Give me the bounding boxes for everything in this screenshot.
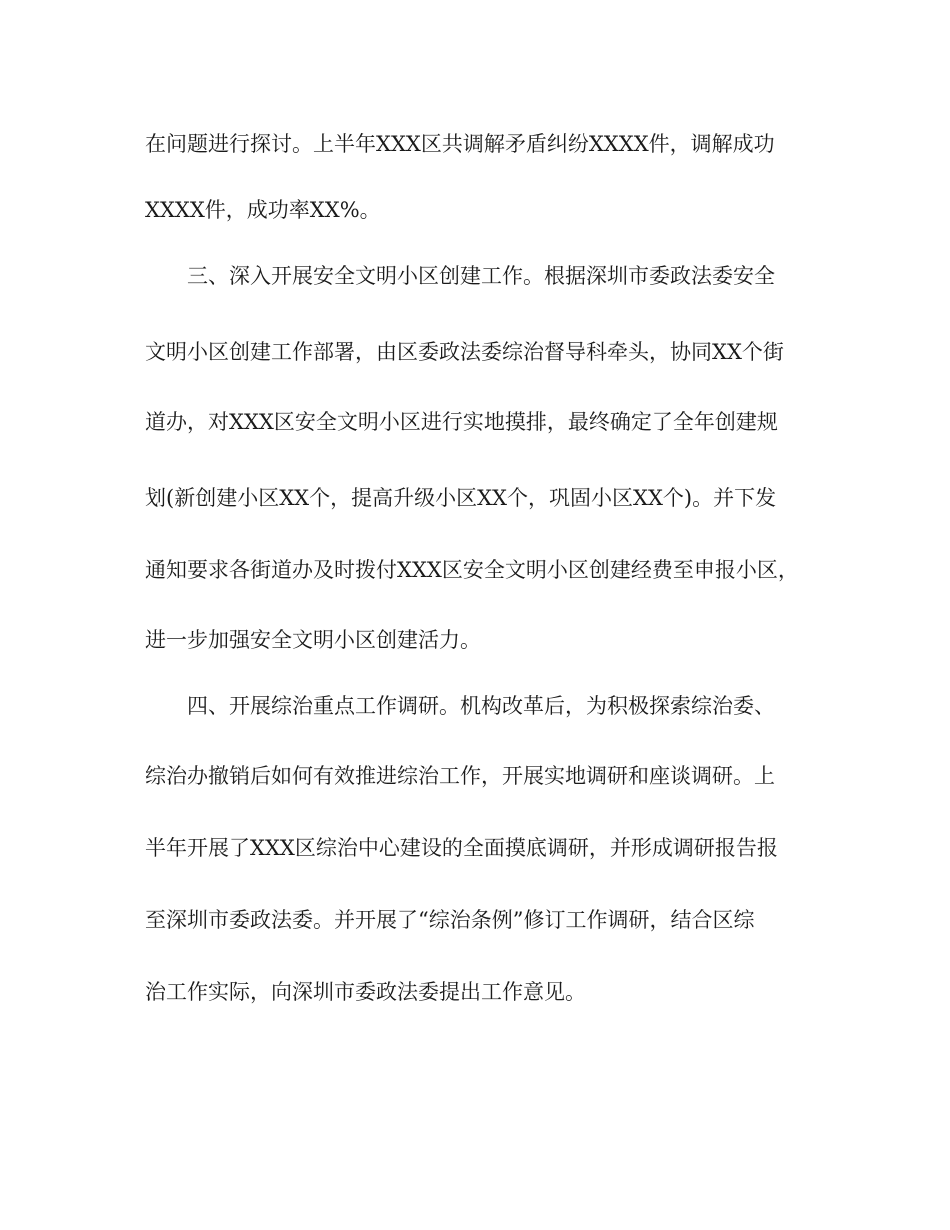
text-line: 治工作实际，向深圳市委政法委提出工作意见。 [145,980,586,1004]
text-line: 道办，对XXX区安全文明小区进行实地摸排，最终确定了全年创建规 [145,410,778,434]
paragraph-heading-3: 三、深入开展安全文明小区创建工作。根据深圳市委政法委安全 [187,264,775,288]
text-line: 文明小区创建工作部署，由区委政法委综治督导科牵头，协同XX个街 [145,340,784,364]
text-line: 半年开展了XXX区综治中心建设的全面摸底调研，并形成调研报告报 [145,836,778,860]
text-line: 综治办撤销后如何有效推进综治工作，开展实地调研和座谈调研。上 [145,764,775,788]
text-line: 通知要求各街道办及时拨付XXX区安全文明小区创建经费至申报小区， [145,558,799,582]
text-line: 至深圳市委政法委。并开展了“综治条例”修订工作调研，结合区综 [145,908,755,932]
text-line: 划(新创建小区XX个，提高升级小区XX个，巩固小区XX个)。并下发 [145,486,777,510]
text-line: 进一步加强安全文明小区创建活力。 [145,628,481,652]
text-line: 在问题进行探讨。上半年XXX区共调解矛盾纠纷XXXX件，调解成功 [145,132,775,156]
paragraph-heading-4: 四、开展综治重点工作调研。机构改革后，为积极探索综治委、 [187,694,775,718]
text-line: XXXX件，成功率XX%。 [145,198,381,222]
